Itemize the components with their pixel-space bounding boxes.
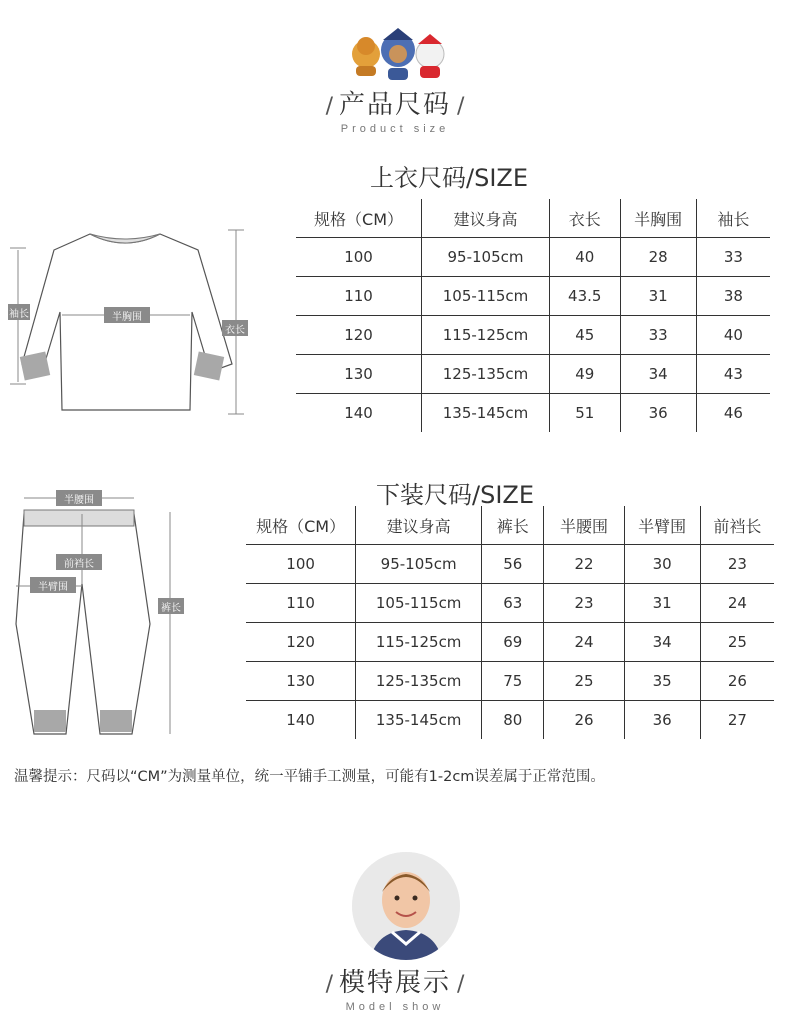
column-header: 半腰围 <box>544 506 624 545</box>
table-cell: 80 <box>482 701 544 740</box>
table-cell: 26 <box>544 701 624 740</box>
column-header: 建议身高 <box>422 199 550 238</box>
page-title: 产品尺码 <box>338 90 451 120</box>
footer-title: 模特展示 <box>338 968 451 998</box>
table-cell: 95-105cm <box>356 545 482 584</box>
table-cell: 100 <box>246 545 356 584</box>
column-header: 半胸围 <box>620 199 696 238</box>
logo-characters <box>346 24 450 84</box>
shirt-diagram <box>0 222 250 422</box>
table-row <box>296 277 770 316</box>
rise-label: 前裆长 <box>64 559 94 570</box>
table-cell: 120 <box>246 623 356 662</box>
column-header: 袖长 <box>696 199 770 238</box>
table-cell: 33 <box>620 316 696 355</box>
table-cell: 40 <box>696 316 770 355</box>
table-cell: 125-135cm <box>356 662 482 701</box>
table-cell: 40 <box>550 238 621 277</box>
table-cell: 31 <box>624 584 700 623</box>
table-cell: 33 <box>696 238 770 277</box>
table-cell: 24 <box>700 584 774 623</box>
table-cell: 95-105cm <box>422 238 550 277</box>
waist-label: 半腰围 <box>64 495 94 506</box>
table-cell: 25 <box>700 623 774 662</box>
table-header-row <box>296 199 770 238</box>
table-cell: 135-145cm <box>356 701 482 740</box>
table-cell: 51 <box>550 394 621 433</box>
pants-length-label: 裤长 <box>161 603 181 614</box>
table-row <box>246 662 774 701</box>
model-show-heading: / 模特展示 / Model show <box>0 962 790 1013</box>
table-cell: 46 <box>696 394 770 433</box>
bottom-size-title: 下装尺码/SIZE <box>376 481 535 509</box>
page-subtitle: Product size <box>340 123 450 135</box>
table-cell: 22 <box>544 545 624 584</box>
column-header: 规格（CM） <box>296 199 422 238</box>
table-cell: 23 <box>544 584 624 623</box>
table-cell: 100 <box>296 238 422 277</box>
table-cell: 45 <box>550 316 621 355</box>
table-cell: 23 <box>700 545 774 584</box>
table-cell: 49 <box>550 355 621 394</box>
table-cell: 130 <box>296 355 422 394</box>
table-row <box>296 394 770 433</box>
measurement-tip: 温馨提示：尺码以“CM”为测量单位，统一平铺手工测量，可能有1-2cm误差属于正常范围。 <box>14 769 605 785</box>
table-cell: 120 <box>296 316 422 355</box>
table-cell: 43.5 <box>550 277 621 316</box>
table-cell: 36 <box>624 701 700 740</box>
table-row <box>296 238 770 277</box>
table-cell: 105-115cm <box>356 584 482 623</box>
chest-label: 半胸围 <box>112 312 142 323</box>
column-header: 规格（CM） <box>246 506 356 545</box>
column-header: 建议身高 <box>356 506 482 545</box>
table-row <box>296 316 770 355</box>
table-header-row <box>246 506 774 545</box>
table-cell: 56 <box>482 545 544 584</box>
table-cell: 26 <box>700 662 774 701</box>
table-cell: 140 <box>246 701 356 740</box>
table-cell: 105-115cm <box>422 277 550 316</box>
table-cell: 125-135cm <box>422 355 550 394</box>
table-cell: 115-125cm <box>356 623 482 662</box>
table-row <box>246 701 774 740</box>
table-cell: 69 <box>482 623 544 662</box>
table-row <box>246 545 774 584</box>
table-row <box>296 355 770 394</box>
table-cell: 135-145cm <box>422 394 550 433</box>
model-avatar <box>352 852 460 960</box>
table-row <box>246 584 774 623</box>
table-cell: 75 <box>482 662 544 701</box>
table-cell: 43 <box>696 355 770 394</box>
table-cell: 34 <box>620 355 696 394</box>
table-cell: 110 <box>246 584 356 623</box>
column-header: 前裆长 <box>700 506 774 545</box>
table-cell: 38 <box>696 277 770 316</box>
product-size-heading: / 产品尺码 / Product size <box>0 84 790 135</box>
table-cell: 27 <box>700 701 774 740</box>
top-size-table <box>296 199 770 432</box>
length-label: 衣长 <box>225 325 245 336</box>
thigh-label: 半臂围 <box>38 582 68 593</box>
table-cell: 63 <box>482 584 544 623</box>
column-header: 半臂围 <box>624 506 700 545</box>
bottom-size-table <box>246 506 774 739</box>
table-cell: 140 <box>296 394 422 433</box>
sleeve-label: 袖长 <box>9 309 29 320</box>
table-cell: 24 <box>544 623 624 662</box>
table-cell: 130 <box>246 662 356 701</box>
table-cell: 30 <box>624 545 700 584</box>
footer-subtitle: Model show <box>345 1001 445 1013</box>
column-header: 衣长 <box>550 199 621 238</box>
table-cell: 110 <box>296 277 422 316</box>
table-cell: 28 <box>620 238 696 277</box>
table-cell: 115-125cm <box>422 316 550 355</box>
pants-diagram <box>0 484 200 744</box>
table-cell: 36 <box>620 394 696 433</box>
column-header: 裤长 <box>482 506 544 545</box>
table-row <box>246 623 774 662</box>
table-cell: 34 <box>624 623 700 662</box>
table-cell: 35 <box>624 662 700 701</box>
table-cell: 25 <box>544 662 624 701</box>
top-size-title: 上衣尺码/SIZE <box>370 164 529 192</box>
table-cell: 31 <box>620 277 696 316</box>
